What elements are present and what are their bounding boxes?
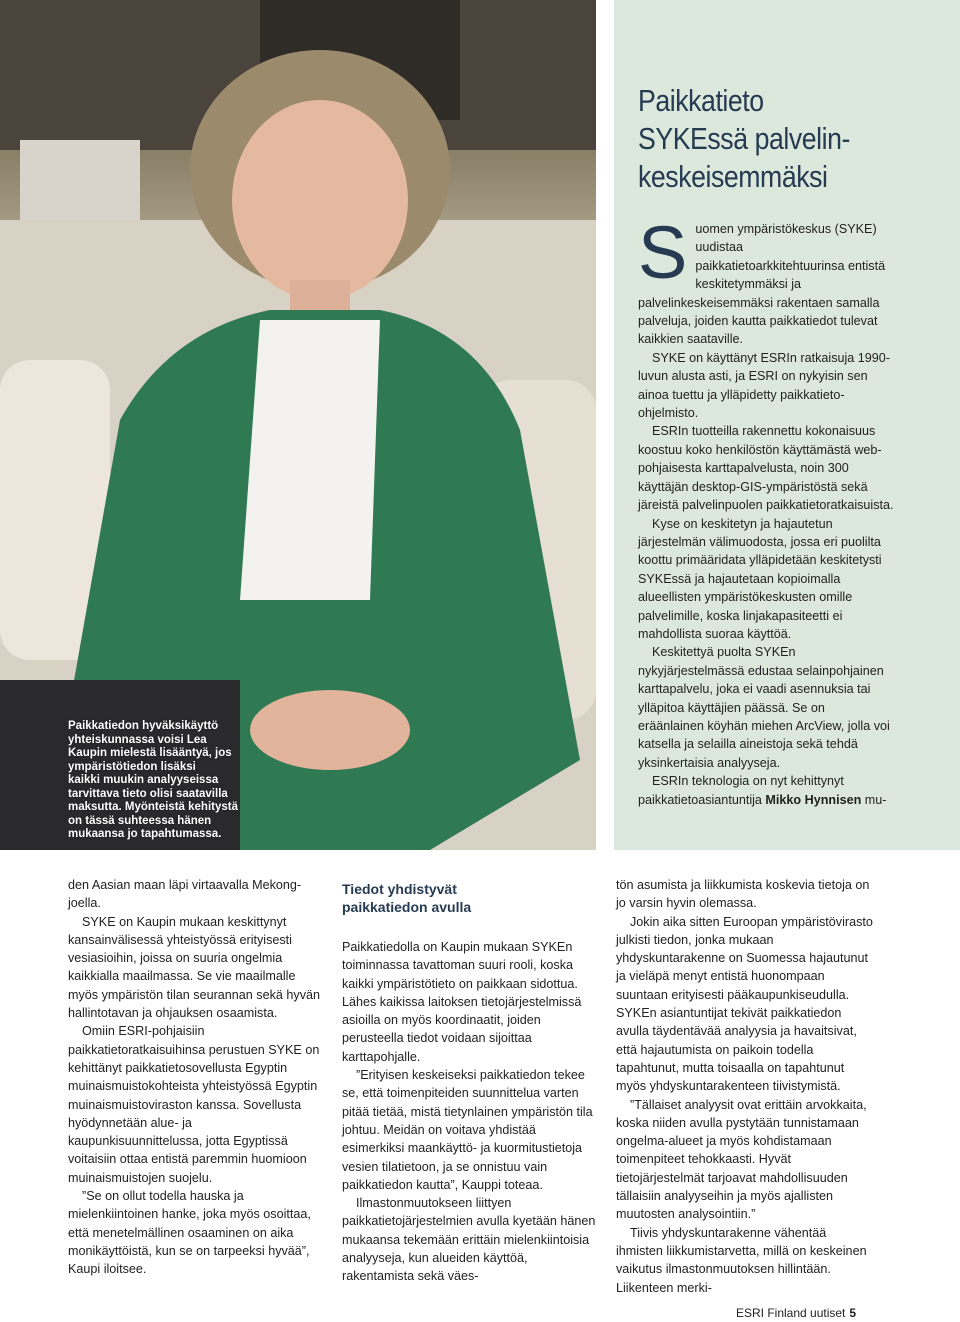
intro-paragraph-3: ESRIn tuotteilla rakennettu kokonaisuus koostuu koko henkilöstön käyttämästä web-pohjaisesta karttapalvelusta, noin 300 käyttäjän desktop-GIS-ympäristöstä sekä järeistä palvelinpuolen paikkatietoratkaisuista. (638, 424, 894, 513)
col3-paragraph-2: Jokin aika sitten Euroopan ympäristövirasto julkisti tiedon, jonka mukaan yhdyskuntarakenne on Suomessa hajautunut ja vieläpä menyt entistä huonompaan suuntaan erityisesti pääkaupunkiseudulla. SYKEn asiantuntijat tekivät paikkatiedon avulla täydentävää analyysia ja havaitsivat, että hajautumista on paikoin todella tapahtunut, mutta toisaalla on tapahtunut myös yhdyskuntarakenteen tiivistymistä. (616, 914, 873, 1094)
text-column-3 (616, 876, 874, 1297)
page-number: 5 (849, 1306, 857, 1320)
intro-p6-end: mu- (861, 792, 887, 807)
col1-paragraph-4: ”Se on ollut todella hauska ja mielenkiintoinen hanke, joka myös osoittaa, että menetelmällinen osaaminen on aika monikäyttöistä, kun se on tarpeeksi hyvää”, Kaupi iloitsee. (68, 1189, 311, 1277)
publication-name: ESRI Finland uutiset (736, 1306, 846, 1320)
col3-paragraph-1: tön asumista ja liikkumista koskevia tietoja on jo varsin hyvin olemassa. (616, 878, 870, 911)
intro-paragraph-4: Kyse on keskitetyn ja hajautetun järjestelmän välimuodosta, jossa eri puolilta koottu primääridata ylläpidetään keskitetysti SYKEssä ja hajautetaan kopioimalla alueellisten ympäristökeskusten omille palvelimille, koska linjakapasiteetti ei mahdollista suoraa käyttöä. (638, 516, 882, 641)
intro-p1-text: uomen ympäristökeskus (SYKE) uudistaa paikkatietoarkkitehtuurinsa entistä keskitetymmäksi ja palvelinkeskeisemmäksi rakentaen samalla palveluja, joiden kautta paikkatiedot tulevat kaikkien saataville. (638, 222, 886, 347)
col2-paragraph-2: ”Erityisen keskeiseksi paikkatiedon tekee se, että toimenpiteiden suunnittelua varten pitää tietää, mistä tietynlainen ympäristön tila johtuu. Meidän on voitava yhdistää esimerkiksi maankäyttö- ja kuormitustietoja vesien tilatietoon, ja se onnistuu vain paikkatiedon kautta”, Kauppi toteaa. (342, 1068, 593, 1192)
col3-paragraph-3: ”Tällaiset analyysit ovat erittäin arvokkaita, koska niiden avulla pystytään tunnistamaan ongelma-alueet ja myös kohdistamaan toimenpiteet tehokkaasti. Hyvät tietojärjestelmät tarjoavat mahdollisuuden tällaisiin analyyseihin ja myös ajallisten muutosten analysointiin.” (616, 1097, 867, 1222)
col2-paragraph-3: Ilmastonmuutokseen liittyen paikkatietojärjestelmien avulla kyetään hänen mukaansa tekemään erittäin mielenkiintoisia analyyseja, kun alueiden käyttöä, rakentamista sekä väes- (342, 1196, 596, 1284)
intro-paragraph-2: SYKE on käyttänyt ESRIn ratkaisuja 1990-luvun alusta asti, ja ESRI on nykyisin sen ainoa tuettu ja ylläpidetty paikkatieto-ohjelmisto. (638, 350, 891, 421)
person-name: Mikko Hynnisen (765, 792, 862, 807)
article-sidebar (614, 0, 960, 850)
text-column-1 (68, 876, 326, 1279)
intro-p6-start: ESRIn teknologia on nyt kehittynyt paikkatietoasiantuntija (638, 774, 844, 807)
article-headline: Paikkatieto SYKEssä palvelin- keskeisemmäksi (638, 83, 851, 194)
intro-text (638, 211, 894, 809)
text-column-2 (342, 876, 600, 1286)
section-subhead: Tiedot yhdistyvät paikkatiedon avulla (342, 881, 472, 915)
intro-paragraph-5: Keskitettyä puolta SYKEn nykyjärjestelmässä edustaa selainpohjainen karttapalvelu, joka ei vaadi asennuksia tai ylläpitoa käyttäjien päässä. Se on eräänlainen köyhän miehen ArcView, jolla voi katsella ja selailla aineistoja sekä tehdä yksinkertaisia analyyseja. (638, 645, 890, 770)
intro-paragraph-6 (638, 772, 894, 809)
page-footer (736, 1306, 856, 1320)
col2-paragraph-1: Paikkatiedolla on Kaupin mukaan SYKEn toiminnassa tavattoman suuri rooli, koska kaikki ympäristötieto on paikkaan sidottua. Lähes kaikissa laitoksen tietojärjestelmissä asioilla on myös koordinaatit, joiden perusteella tiedot voidaan sijoittaa karttapohjalle. (342, 940, 582, 1064)
photo-caption: Paikkatiedon hyväksikäyttö yhteiskunnassa voisi Lea Kaupin mielestä lisääntyä, jos ympäristötiedon lisäksi kaikki muukin analyyseissa tarvittava tieto olisi saatavilla maksutta. Myönteistä kehitystä on tässä suhteessa hänen mukaansa jo tapahtumassa. (68, 720, 239, 840)
drop-cap: S (638, 211, 688, 294)
intro-paragraph-1 (638, 211, 894, 349)
col1-paragraph-2: SYKE on Kaupin mukaan keskittynyt kansainvälisessä yhteistyössä erityisesti vesiasioihin, joissa on suuria ongelmia kaikkialla maailmassa. Se vie maailmalle myös ympäristön tilan seurannan sekä hyvän hallintotavan ja ohjauksen osaamista. (68, 914, 321, 1021)
col1-paragraph-3: Omiin ESRI-pohjaisiin paikkatietoratkaisuihinsa perustuen SYKE on kehittänyt paikkatietosovellusta Egyptin muinaismuistokohteista yhteistyössä Egyptin muinaismuistoviraston kanssa. Sovellusta hyödynnetään alue- ja kaupunkisuunnittelussa, jotta Egyptissä voitaisiin ottaa entistä paremmin huomioon muinaismuistojen suojelu. (68, 1024, 320, 1185)
col1-paragraph-1: den Aasian maan läpi virtaavalla Mekong-joella. (68, 878, 302, 911)
portrait-photo (0, 0, 596, 850)
col3-paragraph-4: Tiivis yhdyskuntarakenne vähentää ihmisten liikkumistarvetta, millä on keskeinen vaikutus ilmastonmuutoksen hillintään. Liikenteen merki- (616, 1225, 867, 1295)
